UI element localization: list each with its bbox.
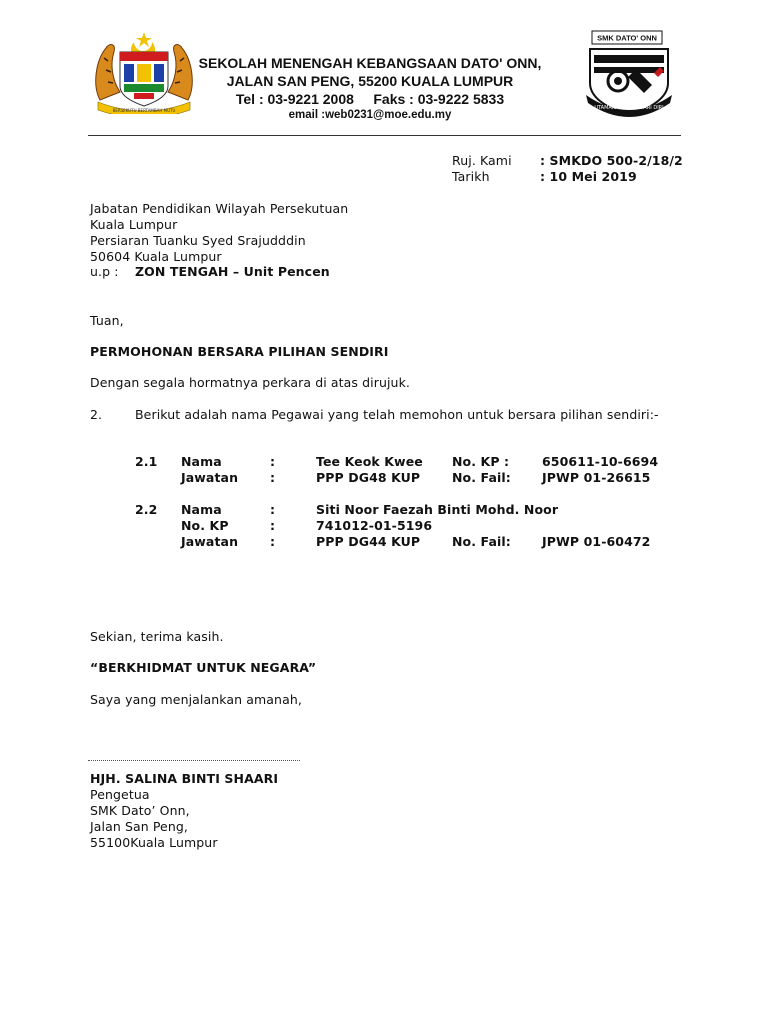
recipient-line: Jabatan Pendidikan Wilayah Persekutuan [90,201,349,216]
recipient-line: 50604 Kuala Lumpur [90,249,222,264]
signatory-address: Jalan San Peng, [90,819,188,834]
paragraph-2-number: 2. [90,407,103,422]
officer-field-colon: : [270,470,276,485]
officer-field-colon: : [270,518,276,533]
ref-ruj-value: : SMKDO 500-2/18/2 [540,153,683,168]
signatory-name: HJH. SALINA BINTI SHAARI [90,771,279,786]
officer-field-label-2: No. Fail: [452,470,511,485]
signatory-address: 55100Kuala Lumpur [90,835,218,850]
officer-field-label: Jawatan [181,534,239,549]
school-email: email :web0231@moe.edu.my [288,109,452,121]
signature-line [88,760,300,761]
signatory-title: Pengetua [90,787,150,802]
officer-field-label: Jawatan [181,470,239,485]
school-phone: Tel : 03-9221 2008 Faks : 03-9222 5833 [235,91,505,107]
slogan: “BERKHIDMAT UNTUK NEGARA” [90,660,317,675]
officer-field-label: No. KP [181,518,229,533]
officer-field-label-2: No. Fail: [452,534,511,549]
officer-number: 2.2 [135,502,158,517]
signatory-address: SMK Dato’ Onn, [90,803,190,818]
officer-field-value: Tee Keok Kwee [316,454,423,469]
officer-field-value-2: JPWP 01-60472 [542,534,651,549]
officer-field-value: PPP DG44 KUP [316,534,421,549]
letterhead [150,55,590,121]
school-address: JALAN SAN PENG, 55200 KUALA LUMPUR [226,73,514,89]
school-name: SEKOLAH MENENGAH KEBANGSAAN DATO' ONN, [198,55,542,71]
school-crest-logo [582,29,676,119]
officer-field-value-2: JPWP 01-26615 [542,470,651,485]
recipient-line: Persiaran Tuanku Syed Srajudddin [90,233,306,248]
officer-field-value: 741012-01-5196 [316,518,433,533]
officer-field-label: Nama [181,502,222,517]
ref-ruj-label: Ruj. Kami [452,153,512,168]
letter-subject: PERMOHONAN BERSARA PILIHAN SENDIRI [90,344,389,359]
officer-field-colon: : [270,454,276,469]
officer-number: 2.1 [135,454,158,469]
closing-line: Sekian, terima kasih. [90,629,224,644]
officer-field-colon: : [270,534,276,549]
recipient-line: Kuala Lumpur [90,217,178,232]
salutation: Tuan, [90,313,124,328]
trust-line: Saya yang menjalankan amanah, [90,692,302,707]
crest-name-text: SMK DATO' ONN [597,33,657,43]
attention-value: ZON TENGAH – Unit Pencen [135,264,330,279]
officer-field-value: PPP DG48 KUP [316,470,421,485]
officer-field-label-2: No. KP : [452,454,510,469]
attention-label: u.p : [90,264,119,279]
ref-tarikh-label: Tarikh [452,169,490,184]
officer-field-value-2: 650611-10-6694 [542,454,659,469]
crest-ribbon-text: UTAMAKAN BAKTI DARI DIRI [594,105,664,111]
motto-text: BERSEKUTU BERTAMBAH MUTU [112,108,176,113]
paragraph-1: Dengan segala hormatnya perkara di atas dirujuk. [90,375,410,390]
officer-field-colon: : [270,502,276,517]
officer-field-label: Nama [181,454,222,469]
ref-tarikh-value: : 10 Mei 2019 [540,169,637,184]
paragraph-2: Berikut adalah nama Pegawai yang telah memohon untuk bersara pilihan sendiri:- [135,407,659,422]
header-divider [88,135,681,136]
officer-field-value: Siti Noor Faezah Binti Mohd. Noor [316,502,559,517]
